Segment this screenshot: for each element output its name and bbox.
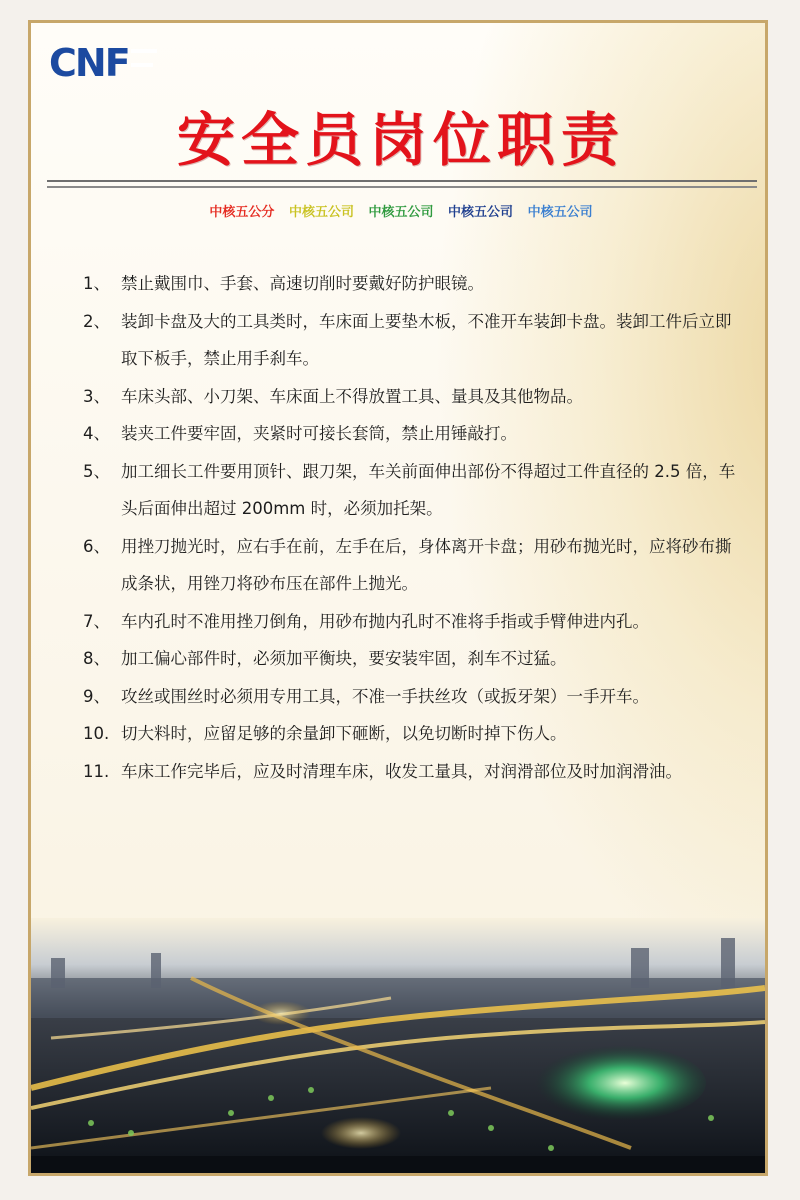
duty-item — [83, 678, 743, 716]
poster-board — [28, 20, 768, 1176]
duty-text: 禁止戴围巾、手套、高速切削时要戴好防护眼镜。 — [121, 274, 484, 293]
duty-number: 9、 — [83, 686, 110, 706]
company-name: 中核五公司 — [448, 205, 514, 220]
duty-list — [83, 265, 743, 790]
duty-item — [83, 303, 743, 378]
duty-item — [83, 528, 743, 603]
duty-number: 4、 — [83, 424, 110, 443]
cnf-logo — [47, 43, 159, 83]
duty-number: 6、 — [83, 536, 110, 556]
duty-item — [83, 603, 743, 641]
duty-number: 8、 — [83, 649, 110, 668]
duty-number: 1、 — [83, 274, 110, 293]
duty-text: 攻丝或围丝时必须用专用工具，不准一手扶丝攻（或扳牙架）一手开车。 — [121, 686, 649, 706]
duty-text: 装夹工件要牢固，夹紧时可接长套筒，禁止用锤敲打。 — [121, 424, 517, 443]
duty-number: 11. — [83, 761, 110, 781]
company-name: 中核五公司 — [368, 205, 434, 220]
duty-item — [83, 378, 743, 416]
company-names-row — [31, 201, 768, 220]
duty-text: 车内孔时不准用挫刀倒角，用砂布抛内孔时不准将手指或手臂伸进内孔。 — [121, 611, 649, 631]
duty-item — [83, 753, 743, 791]
duty-text: 加工偏心部件时，必须加平衡块，要安装牢固，刹车不过猛。 — [121, 649, 567, 668]
company-name: 中核五公分 — [209, 205, 275, 220]
duty-text: 切大料时，应留足够的余量卸下砸断，以免切断时掉下伤人。 — [121, 724, 567, 743]
divider-line — [47, 180, 757, 182]
duty-item — [83, 265, 743, 303]
duty-text: 加工细长工件要用顶针、跟刀架，车关前面伸出部份不得超过工件直径的 2.5 倍，车头后面伸出超过 200mm 时，必须加托架。 — [121, 461, 736, 518]
duty-number: 2、 — [83, 311, 110, 331]
duty-item — [83, 715, 743, 753]
company-name: 中核五公司 — [288, 205, 354, 220]
company-name: 中核五公司 — [527, 205, 593, 220]
duty-text: 用挫刀抛光时，应右手在前，左手在后，身体离开卡盘；用砂布抛光时，应将砂布撕成条状，用锉刀将砂布压在部件上抛光。 — [121, 536, 732, 593]
duty-text: 车床工作完毕后，应及时清理车床，收发工量具，对润滑部位及时加润滑油。 — [121, 761, 682, 781]
svg-text:CNF: CNF — [49, 43, 129, 83]
duty-item — [83, 640, 743, 678]
duty-number: 7、 — [83, 611, 110, 631]
night-city-photo — [31, 918, 765, 1176]
duty-number: 5、 — [83, 461, 110, 481]
duty-text: 车床头部、小刀架、车床面上不得放置工具、量具及其他物品。 — [121, 386, 583, 406]
duty-number: 3、 — [83, 386, 110, 406]
divider-line — [47, 186, 757, 188]
duty-item — [83, 453, 743, 528]
duty-number: 10. — [83, 724, 110, 743]
duty-text: 装卸卡盘及大的工具类时，车床面上要垫木板，不准开车装卸卡盘。装卸工件后立即取下板手，禁止用手刹车。 — [121, 311, 732, 368]
duty-item — [83, 415, 743, 453]
page-title: 安全员岗位职责 — [176, 106, 625, 174]
